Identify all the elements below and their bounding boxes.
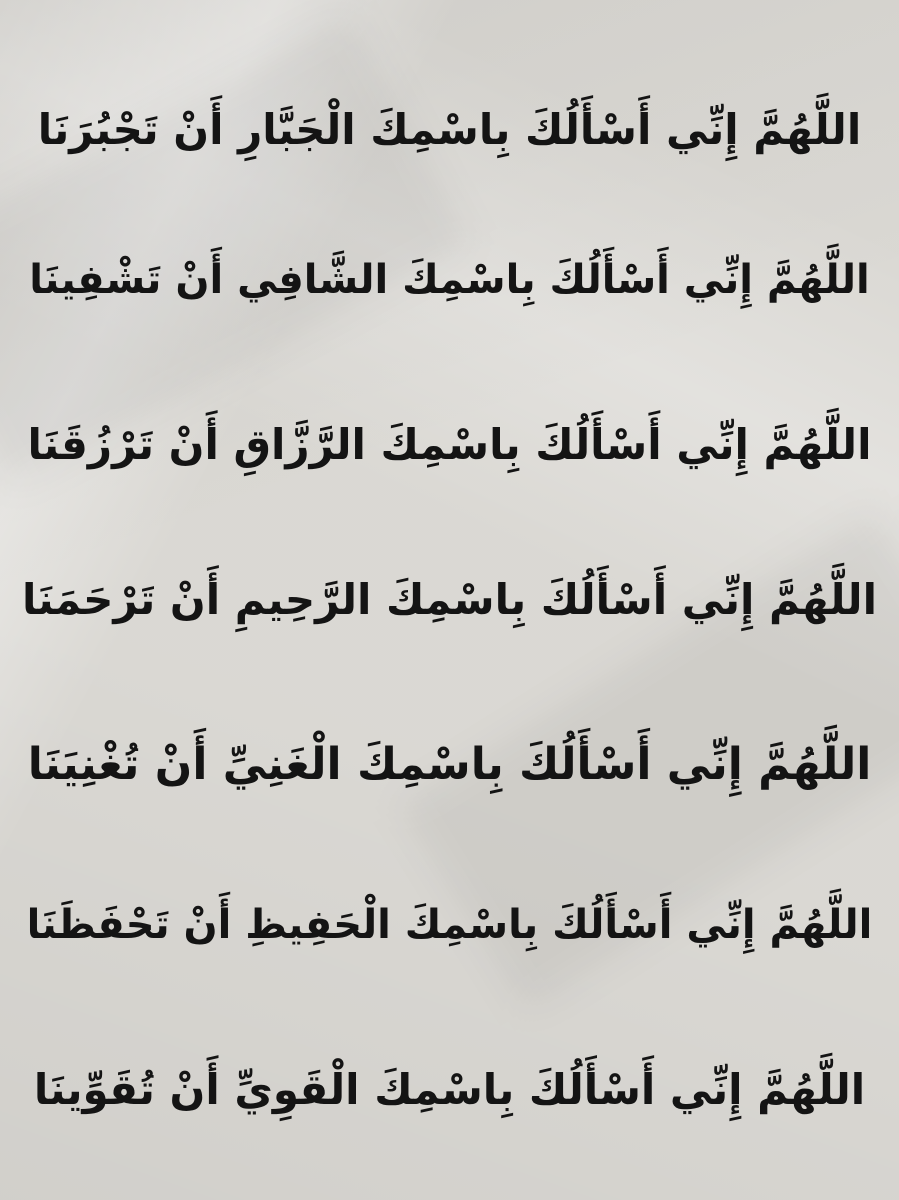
- dua-line: اللَّهُمَّ إِنِّي أَسْأَلُكَ بِاسْمِكَ الشَّافِي أَنْ تَشْفِينَا: [29, 257, 870, 303]
- dua-line: اللَّهُمَّ إِنِّي أَسْأَلُكَ بِاسْمِكَ الْقَوِيِّ أَنْ تُقَوِّينَا: [33, 1065, 866, 1114]
- dua-line: اللَّهُمَّ إِنِّي أَسْأَلُكَ بِاسْمِكَ الْحَفِيظِ أَنْ تَحْفَظَنَا: [26, 902, 873, 948]
- dua-line: اللَّهُمَّ إِنِّي أَسْأَلُكَ بِاسْمِكَ الْجَبَّارِ أَنْ تَجْبُرَنَا: [37, 105, 862, 154]
- dua-line: اللَّهُمَّ إِنِّي أَسْأَلُكَ بِاسْمِكَ الرَّزَّاقِ أَنْ تَرْزُقَنَا: [27, 420, 872, 469]
- dua-line: اللَّهُمَّ إِنِّي أَسْأَلُكَ بِاسْمِكَ الْغَنِيِّ أَنْ تُغْنِيَنَا: [27, 739, 872, 790]
- dua-line: اللَّهُمَّ إِنِّي أَسْأَلُكَ بِاسْمِكَ الرَّحِيمِ أَنْ تَرْحَمَنَا: [22, 575, 877, 624]
